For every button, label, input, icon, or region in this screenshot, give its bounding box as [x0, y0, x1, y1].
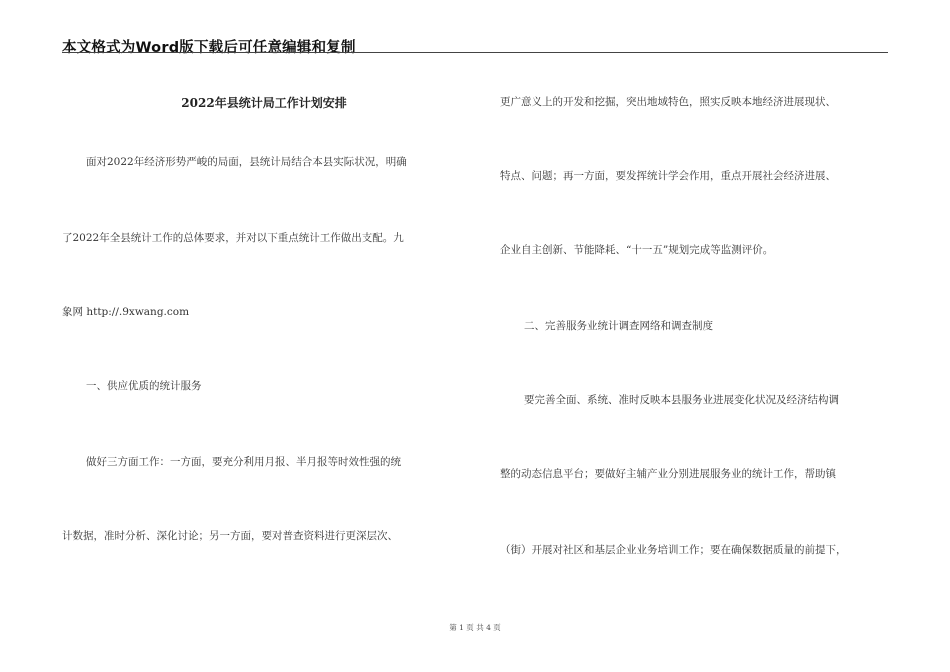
header-divider	[62, 52, 888, 53]
section-heading: 二、完善服务业统计调查网络和调查制度	[524, 320, 713, 332]
paragraph-line: 面对2022年经济形势严峻的局面，县统计局结合本县实际状况，明确	[86, 156, 407, 168]
paragraph-line: 要完善全面、系统、准时反映本县服务业进展变化状况及经济结构调	[524, 394, 839, 406]
paragraph-line: 整的动态信息平台；要做好主辅产业分别进展服务业的统计工作，帮助镇	[500, 468, 836, 480]
section-heading: 一、供应优质的统计服务	[86, 380, 202, 392]
paragraph-line: 计数据，准时分析、深化讨论；另一方面，要对普查资料进行更深层次、	[62, 530, 398, 542]
document-title: 2022年县统计局工作计划安排	[181, 96, 347, 110]
paragraph-line: 企业自主创新、节能降耗、“十一五”规划完成等监测评价。	[500, 244, 774, 256]
paragraph-line: 了2022年全县统计工作的总体要求，并对以下重点统计工作做出支配。九	[62, 232, 404, 244]
paragraph-line: 做好三方面工作：一方面，要充分利用月报、半月报等时效性强的统	[86, 456, 401, 468]
page-number: 第 1 页 共 4 页	[449, 623, 501, 632]
paragraph-line: 象网 http://.9xwang.com	[62, 306, 190, 318]
paragraph-line: 特点、问题；再一方面，要发挥统计学会作用，重点开展社会经济进展、	[500, 170, 836, 182]
paragraph-line: 更广意义上的开发和挖掘，突出地域特色，照实反映本地经济进展现状、	[500, 96, 836, 108]
document-header: 本文格式为Word版下载后可任意编辑和复制	[62, 40, 356, 56]
paragraph-line: （街）开展对社区和基层企业业务培训工作；要在确保数据质量的前提下，	[500, 544, 847, 556]
